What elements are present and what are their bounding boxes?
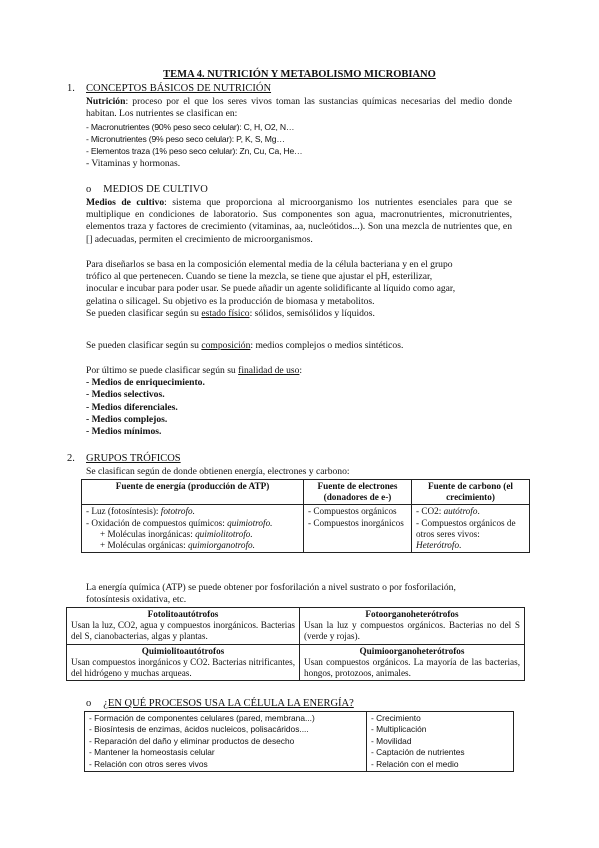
subheading-text: ¿EN QUÉ PROCESOS USA LA CÉLULA LA ENERGÍA?	[103, 698, 354, 709]
text-run: - Compuestos orgánicos de otros seres vivos:	[416, 517, 516, 539]
media-subheading	[86, 184, 208, 195]
energy-uses-right	[367, 712, 514, 772]
text-run: : medios complejos o medios sintéticos.	[250, 340, 404, 351]
list-item: - Elementos traza (1% peso seco celular): Zn, Cu, Ca, He…	[86, 146, 303, 157]
energy-uses-left	[85, 712, 367, 772]
trophic-intro	[86, 466, 512, 478]
list-item: - Compuestos inorgánicos	[308, 517, 404, 528]
table-header-row	[82, 480, 530, 505]
atp-paragraph	[86, 582, 526, 606]
underlined-term: finalidad de uso	[238, 365, 300, 376]
purpose-classification	[86, 365, 512, 438]
text-run: Se pueden clasificar según su	[86, 307, 202, 319]
group-description: Usan la luz, CO2, agua y compuestos inorgánicos. Bacterias del S, cianobacterias, algas y plantas.	[71, 620, 295, 642]
physical-classification	[86, 308, 512, 320]
text-line: trófico al que pertenecen. Cuando se tiene la mezcla, se tiene que ajustar el pH, esterilizar,	[86, 271, 433, 283]
list-item: - Biosíntesis de enzimas, ácidos nucleicos, polisacáridos....	[89, 724, 309, 735]
column-header: Fuente de electrones (donadores de e-)	[304, 480, 412, 505]
table-row	[82, 505, 530, 553]
list-item: - Medios diferenciales.	[86, 401, 178, 413]
trophic-sources-table	[81, 479, 530, 553]
nutrition-term: Nutrición	[86, 96, 126, 107]
composition-classification	[86, 340, 512, 352]
section-2-heading	[67, 453, 527, 466]
section-1-heading	[67, 83, 527, 96]
table-row	[67, 608, 525, 645]
text-run: : sólidos, semisólidos y líquidos.	[249, 307, 375, 319]
list-item: - Crecimiento	[371, 713, 421, 723]
text-run: :	[299, 365, 303, 376]
list-item: - Captación de nutrientes	[371, 747, 465, 758]
document-title: TEMA 4. NUTRICIÓN Y METABOLISMO MICROBIANO	[163, 69, 436, 80]
text-run: Se pueden clasificar según su	[86, 340, 202, 351]
text-run: + Moléculas orgánicas:	[100, 540, 188, 551]
text-line: gelatina o silicagel. Su objetivo es la producción de biomasa y metabolitos.	[86, 295, 375, 307]
group-title: Fotolitoautótrofos	[147, 609, 219, 619]
list-item: - Compuestos orgánicos	[308, 506, 397, 517]
media-term: Medios de cultivo	[86, 197, 165, 208]
group-title: Fotoorganoheterótrofos	[365, 609, 459, 619]
design-paragraph	[86, 259, 512, 320]
text-run: + Moléculas inorgánicas:	[100, 528, 196, 539]
list-item: - Relación con otros seres vivos	[89, 758, 208, 769]
section-title: CONCEPTOS BÁSICOS DE NUTRICIÓN	[86, 83, 272, 94]
nutrition-text: : proceso por el que los seres vivos toman las sustancias químicas necesarias del medio donde habitan. Los nutrientes se clasifican en:	[86, 96, 512, 120]
list-item: - Macronutrientes (90% peso seco celular): C, H, O2, N…	[86, 122, 295, 132]
list-item: - Medios de enriquecimiento.	[86, 377, 205, 389]
text-run: - CO2:	[416, 506, 444, 517]
underlined-term: estado físico	[201, 307, 250, 319]
section-title: GRUPOS TRÓFICOS	[86, 453, 181, 464]
group-description: Usan compuestos orgánicos. La mayoría de las bacterias, hongos, protozoos, animales.	[304, 656, 520, 679]
nutrient-list	[86, 121, 512, 170]
energy-uses-table	[84, 711, 514, 772]
list-item: - Formación de componentes celulares (pared, membrana...)	[89, 713, 315, 723]
list-item: - Micronutrientes (9% peso seco celular): P, K, S, Mg…	[86, 134, 285, 145]
list-item: - Multiplicación	[371, 724, 427, 735]
list-item: - Vitaminas y hormonas.	[86, 157, 181, 169]
group-cell	[67, 608, 300, 645]
media-text: : sistema que proporciona al microorganismo los nutrientes esenciales para que se multiplique en condiciones de laboratorio. Sus componentes son agua, macronutrientes, micronutrientes, elementos traza y factores de crecimiento (vitaminas, aa, nucleótidos...). Son una mezcla de nutrientes que, en [] adecuadas, permiten el crecimiento de microorganismos.	[86, 197, 512, 245]
text-line: Para diseñarlos se basa en la composición elemental media de la célula bacteriana y en el grupo	[86, 259, 453, 270]
trophic-groups-table	[66, 607, 525, 681]
text-line: Se clasifican según de donde obtienen energía, electrones y carbono:	[86, 466, 350, 477]
italic-term: autótrofo	[443, 506, 478, 517]
group-cell	[67, 644, 300, 681]
italic-term: quimiotrofo.	[227, 517, 273, 528]
list-item: - Medios selectivos.	[86, 389, 165, 401]
text-line: fotosíntesis oxidativa, etc.	[86, 594, 187, 606]
group-cell	[300, 644, 525, 681]
text-run: - Luz (fotosíntesis):	[86, 506, 161, 517]
list-item: - Movilidad	[371, 735, 412, 746]
text-run: Por último se puede clasificar según su	[86, 365, 239, 376]
group-title: Quimiolitoautótrofos	[141, 645, 225, 656]
column-header: Fuente de energía (producción de ATP)	[82, 480, 304, 505]
list-item: - Mantener la homeostasis celular	[89, 747, 215, 758]
italic-term: Heterótrofo	[416, 540, 460, 551]
sub-bullet: o	[86, 698, 92, 709]
electron-source-cell	[304, 505, 412, 553]
list-item: - Relación con el medio	[371, 758, 459, 769]
text-run: - Oxidación de compuestos químicos:	[86, 517, 228, 528]
table-row	[67, 644, 525, 681]
italic-term: fototrofo.	[160, 506, 195, 517]
table-row	[85, 712, 514, 772]
energy-subheading	[86, 698, 354, 709]
text-line: La energía química (ATP) se puede obtener por fosforilación a nivel sustrato o por fosforilación,	[86, 582, 456, 593]
section-number: 1.	[67, 83, 75, 94]
italic-term: quimiorganotrofo.	[187, 540, 255, 551]
underlined-term: composición	[201, 340, 251, 351]
media-definition	[86, 197, 512, 246]
group-description: Usan la luz y compuestos orgánicos. Bacterias no del S (verde y rojas).	[304, 620, 520, 642]
group-description: Usan compuestos inorgánicos y CO2. Bacterias nitrificantes, del hidrógeno y muchas arqueas.	[71, 656, 295, 679]
italic-term: quimiolitotrofo.	[195, 528, 253, 539]
text-line: inocular e incubar para poder usar. Se puede añadir un agente solidificante al líquido como agar,	[86, 283, 456, 295]
section-number: 2.	[67, 453, 75, 464]
subheading-text: MEDIOS DE CULTIVO	[103, 184, 208, 195]
list-item: - Reparación del daño y eliminar productos de desecho	[89, 735, 295, 746]
sub-bullet: o	[86, 184, 92, 195]
carbon-source-cell: - CO2: autótrofo. - Compuestos orgánicos de otros seres vivos: Heterótrofo.	[412, 505, 530, 553]
energy-source-cell	[82, 505, 304, 553]
group-cell	[300, 608, 525, 645]
nutrition-definition	[86, 96, 512, 120]
column-header: Fuente de carbono (el crecimiento)	[412, 480, 530, 505]
list-item: - Medios complejos.	[86, 413, 168, 425]
group-title: Quimioorganoheterótrofos	[359, 645, 465, 656]
list-item: - Medios mínimos.	[86, 426, 162, 438]
